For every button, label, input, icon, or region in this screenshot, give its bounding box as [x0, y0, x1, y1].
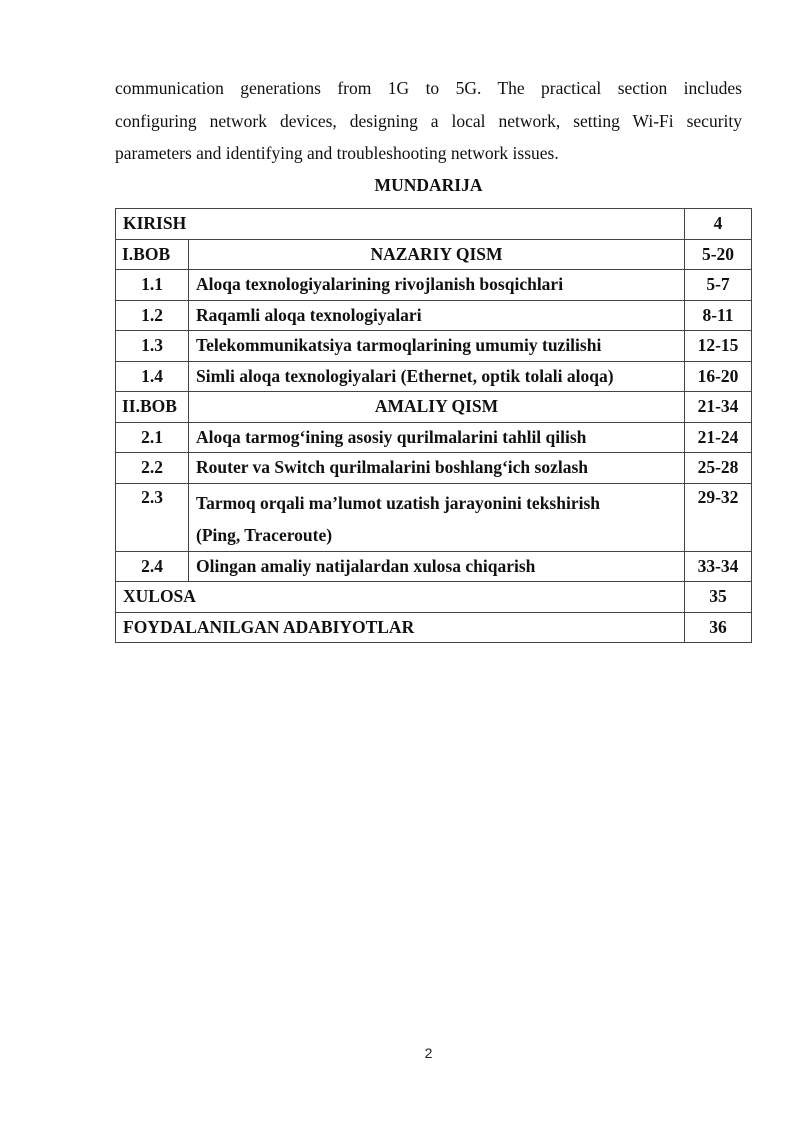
toc-row [116, 361, 752, 392]
toc-title-line: Tarmoq orqali ma’lumot uzatish jarayonini tekshirish [196, 492, 601, 513]
toc-section-title: Raqamli aloqa texnologiyalari [189, 300, 685, 331]
toc-chapter-number: II.BOB [116, 392, 189, 423]
toc-section-number: 2.2 [116, 453, 189, 484]
toc-row [116, 331, 752, 362]
toc-page: 5-20 [685, 239, 752, 270]
toc-page: 4 [685, 209, 752, 240]
toc-section-number: 1.2 [116, 300, 189, 331]
intro-paragraph [115, 72, 742, 170]
paragraph-line: communication generations from 1G to 5G. The practical section includes [115, 78, 742, 98]
paragraph-line: configuring network devices, designing a local network, setting Wi-Fi security [115, 110, 742, 131]
table-of-contents [115, 208, 752, 643]
toc-row [116, 270, 752, 301]
toc-section-number: 1.3 [116, 331, 189, 362]
toc-page: 36 [685, 612, 752, 643]
toc-row-intro [116, 209, 752, 240]
toc-row-references [116, 612, 752, 643]
toc-section-number: 2.1 [116, 422, 189, 453]
toc-row [116, 300, 752, 331]
toc-section-label: KIRISH [116, 209, 685, 240]
toc-page: 33-34 [685, 551, 752, 582]
toc-row [116, 453, 752, 484]
toc-page: 21-24 [685, 422, 752, 453]
toc-page: 8-11 [685, 300, 752, 331]
toc-section-title: Router va Switch qurilmalarini boshlang‘ich sozlash [189, 453, 685, 484]
toc-row [116, 422, 752, 453]
toc-section-title [189, 483, 685, 551]
toc-row-chapter [116, 392, 752, 423]
toc-chapter-title: NAZARIY QISM [189, 239, 685, 270]
paragraph-line: parameters and identifying and troubleshooting network issues. [115, 143, 559, 163]
toc-row [116, 551, 752, 582]
toc-row [116, 483, 752, 551]
toc-title: MUNDARIJA [374, 175, 483, 195]
page-number: 2 [424, 1045, 433, 1061]
toc-section-number: 2.3 [116, 483, 189, 551]
toc-page: 21-34 [685, 392, 752, 423]
toc-section-label: FOYDALANILGAN ADABIYOTLAR [116, 612, 685, 643]
toc-page: 16-20 [685, 361, 752, 392]
toc-page: 35 [685, 582, 752, 613]
toc-row-chapter [116, 239, 752, 270]
toc-chapter-title: AMALIY QISM [189, 392, 685, 423]
toc-section-number: 2.4 [116, 551, 189, 582]
toc-section-title: Telekommunikatsiya tarmoqlarining umumiy tuzilishi [189, 331, 685, 362]
toc-title-line: (Ping, Traceroute) [196, 524, 333, 545]
toc-section-title: Olingan amaliy natijalardan xulosa chiqarish [189, 551, 685, 582]
toc-chapter-number: I.BOB [116, 239, 189, 270]
toc-section-label: XULOSA [116, 582, 685, 613]
toc-section-number: 1.1 [116, 270, 189, 301]
toc-row-conclusion [116, 582, 752, 613]
toc-section-number: 1.4 [116, 361, 189, 392]
toc-section-title: Aloqa texnologiyalarining rivojlanish bosqichlari [189, 270, 685, 301]
toc-section-title: Aloqa tarmog‘ining asosiy qurilmalarini tahlil qilish [189, 422, 685, 453]
toc-section-title: Simli aloqa texnologiyalari (Ethernet, optik tolali aloqa) [189, 361, 685, 392]
toc-page: 25-28 [685, 453, 752, 484]
toc-page: 5-7 [685, 270, 752, 301]
toc-page: 29-32 [685, 483, 752, 551]
toc-page: 12-15 [685, 331, 752, 362]
